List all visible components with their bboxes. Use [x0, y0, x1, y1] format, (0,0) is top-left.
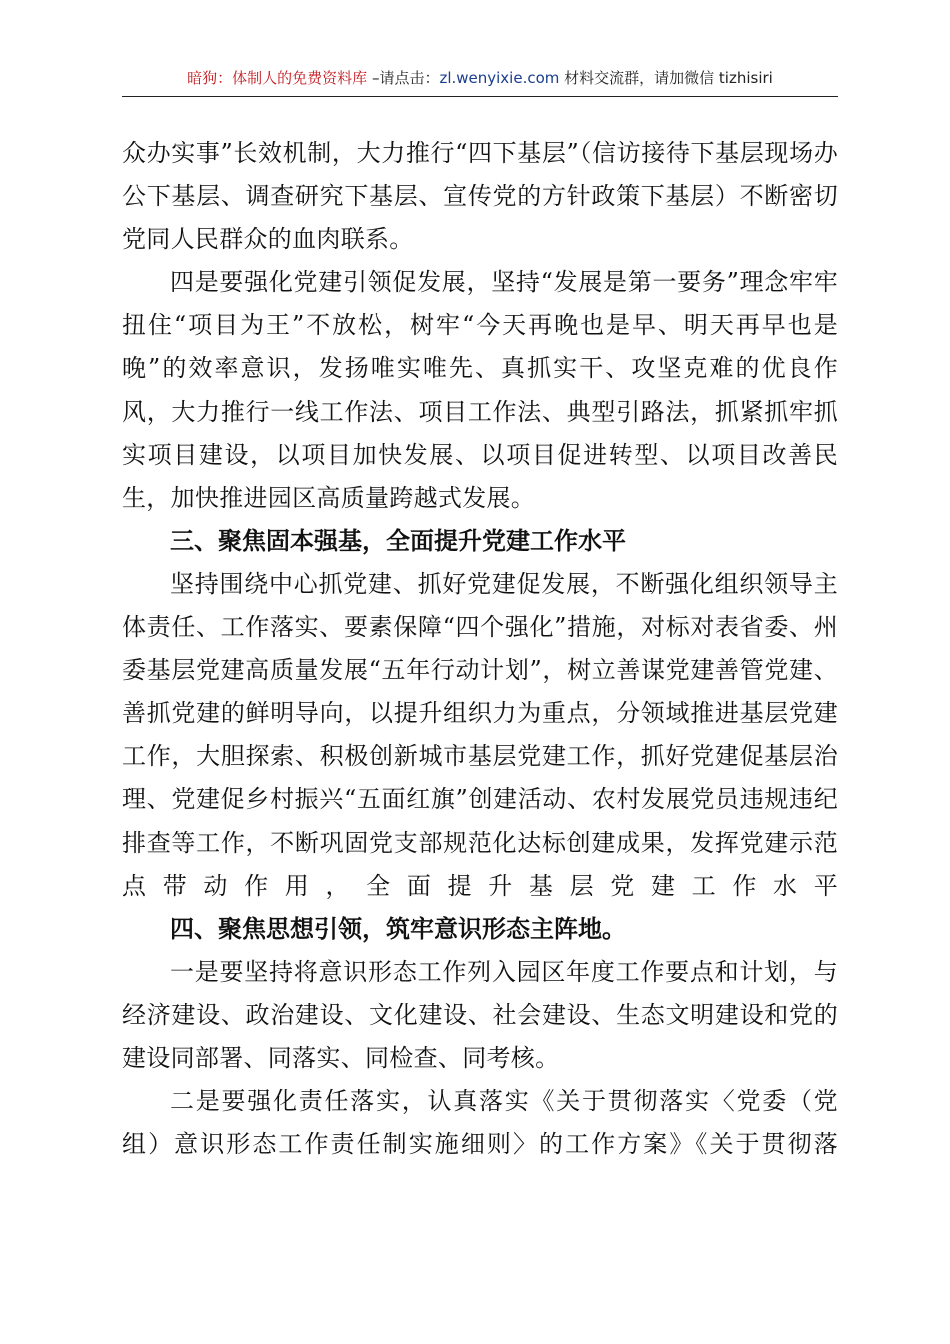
document-body	[122, 132, 838, 1166]
page-header	[122, 68, 838, 97]
header-wechat-note: 材料交流群，请加微信 tizhisiri	[559, 69, 773, 87]
paragraph-5: 二是要强化责任落实，认真落实《关于贯彻落实〈党委（党组）意识形态工作责任制实施细则〉的工作方案》《关于贯彻落	[122, 1087, 838, 1159]
section-heading-4: 四、聚焦思想引领，筑牢意识形态主阵地。	[170, 914, 626, 943]
header-link[interactable]: zl.wenyixie.com	[439, 69, 560, 87]
paragraph-2: 四是要强化党建引领促发展，坚持“发展是第一要务”理念牢牢扭住“项目为王”不放松，树牢“今天再晚也是早、明天再早也是晚”的效率意识，发扬唯实唯先、真抓实干、攻坚克难的优良作风，大力推行一线工作法、项目工作法、典型引路法，抓紧抓牢抓实项目建设，以项目加快发展、以项目促进转型、以项目改善民生，加快推进园区高质量跨越式发展。	[122, 268, 838, 512]
section-heading-3: 三、聚焦固本强基，全面提升党建工作水平	[170, 526, 626, 555]
header-site-name: 暗狗：体制人的免费资料库	[187, 69, 368, 87]
paragraph-4: 一是要坚持将意识形态工作列入园区年度工作要点和计划，与经济建设、政治建设、文化建设、社会建设、生态文明建设和党的建设同部署、同落实、同检查、同考核。	[122, 957, 838, 1072]
header-click-prompt: –请点击：	[367, 69, 440, 87]
paragraph-1: 众办实事”长效机制，大力推行“四下基层”（信访接待下基层现场办公下基层、调查研究下基层、宣传党的方针政策下基层）不断密切党同人民群众的血肉联系。	[122, 139, 838, 254]
paragraph-3: 坚持围绕中心抓党建、抓好党建促发展，不断强化组织领导主体责任、工作落实、要素保障“四个强化”措施，对标对表省委、州委基层党建高质量发展“五年行动计划”，树立善谋党建善管党建、善抓党建的鲜明导向，以提升组织力为重点，分领域推进基层党建工作，大胆探索、积极创新城市基层党建工作，抓好党建促基层治理、党建促乡村振兴“五面红旗”创建活动、农村发展党员违规违纪排查等工作，不断巩固党支部规范化达标创建成果，发挥党建示范点带动作用，全面提升基层党建工作水平	[122, 569, 838, 900]
